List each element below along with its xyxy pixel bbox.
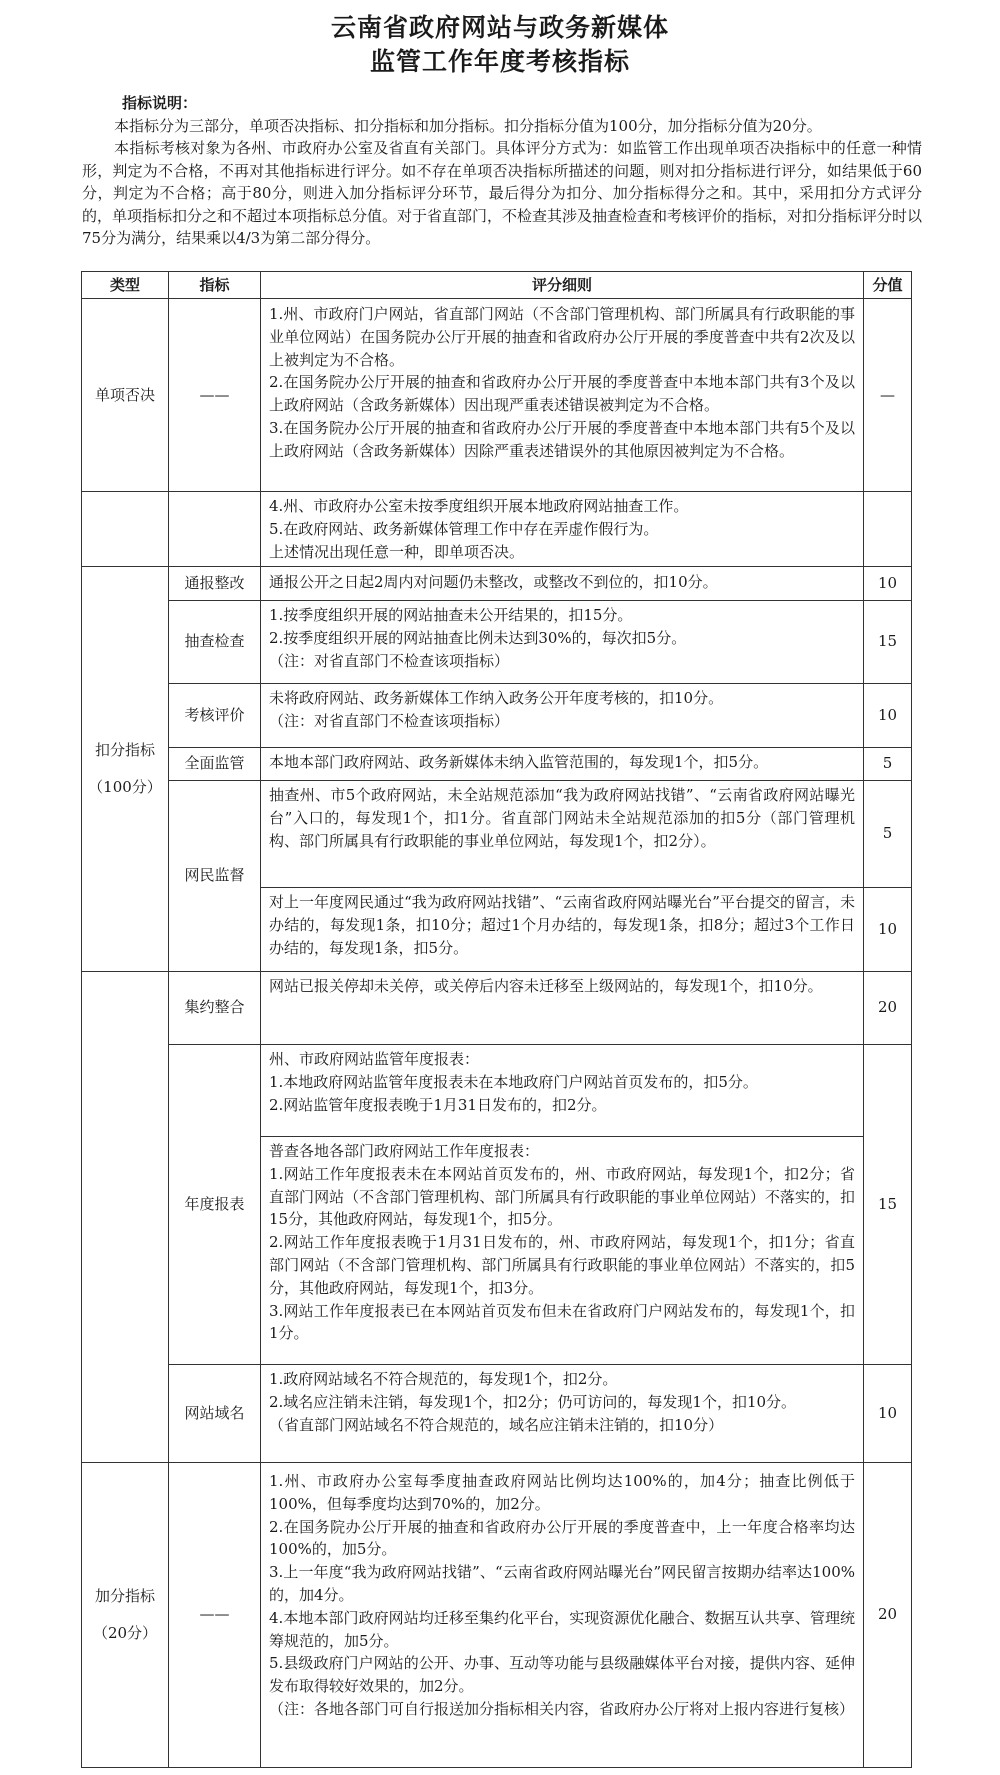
veto-detail-b [260, 491, 863, 567]
score-public-supervision-b: 10 [863, 887, 912, 972]
bonus-indicator: —— [168, 1462, 260, 1768]
detail-line: （注：对省直部门不检查该项指标） [269, 711, 510, 730]
detail-assessment [260, 683, 863, 748]
deduct-type-label: 扣分指标 [94, 741, 155, 760]
bonus-type-label: 加分指标 [94, 1586, 155, 1605]
score-consolidation: 20 [863, 971, 912, 1045]
bonus-type-points: （20分） [92, 1623, 158, 1642]
veto-score-cont [863, 491, 912, 567]
bonus-type [81, 1462, 168, 1768]
deduct-type-points: （100分） [88, 778, 162, 796]
detail-line: 1.政府网站域名不符合规范的，每发现1个，扣2分。 [269, 1370, 618, 1388]
detail-consolidation [260, 971, 863, 1045]
detail-line: 2.网站工作年度报表晚于1月31日发布的，州、市政府网站，每发现1个，扣1分；省直部门网站（不含部门管理机构、部门所属具有行政职能的事业单位网站）不落实的，扣5分，其他政府网站，每发现1个，扣3分。 [269, 1233, 855, 1297]
detail-public-supervision-a [260, 780, 863, 888]
veto-indicator-cont [168, 491, 260, 567]
detail-line: 普查各地各部门政府网站工作年度报表： [269, 1142, 540, 1160]
score-public-supervision-a: 5 [863, 780, 912, 888]
bonus-score: 20 [863, 1462, 912, 1768]
veto-line-4: 4.州、市政府办公室未按季度组织开展本地政府网站抽查工作。 [269, 497, 689, 515]
detail-line: 网站已报关停却未关停，或关停后内容未迁移至上级网站的，每发现1个，扣10分。 [269, 977, 823, 995]
score-spot-check: 15 [863, 600, 912, 684]
detail-line: 对上一年度网民通过“我为政府网站找错”、“云南省政府网站曝光台”平台提交的留言，未办结的，每发现1条，扣10分；超过1个月办结的，每发现1条，扣8分；超过3个工作日办结的，每发现1条，扣5分。 [269, 893, 855, 957]
notes-paragraph-2: 本指标考核对象为各州、市政府办公室及省直有关部门。具体评分方式为：如监管工作出现单项否决指标中的任意一种情形，判定为不合格，不再对其他指标进行评分。如不存在单项否决指标所描述的问题，则对扣分指标进行评分，如结果低于60分，判定为不合格；高于80分，则进入加分指标评分环节，最后得分为扣分、加分指标得分之和。其中，采用扣分方式评分的，单项指标扣分之和不超过本项指标总分值。对于省直部门，不检查其涉及抽查检查和考核评价的指标，对扣分指标评分时以75分为满分，结果乘以4/3为第二部分得分。 [82, 139, 923, 247]
veto-line-6: 上述情况出现任意一种，即单项否决。 [269, 542, 525, 561]
detail-annual-report-b [260, 1136, 863, 1365]
bonus-line-5: 5.县级政府门户网站的公开、办事、互动等功能与县级融媒体平台对接，提供内容、延伸发布取得较好效果的，加2分。 [269, 1654, 855, 1696]
score-full-supervision: 5 [863, 747, 912, 781]
detail-line: （省直部门网站域名不符合规范的，域名应注销未注销的，扣10分） [269, 1415, 724, 1434]
header-indicator: 指标 [168, 271, 260, 299]
detail-public-supervision-b [260, 887, 863, 972]
deduct-type-cont [81, 971, 168, 1463]
bonus-line-4: 4.本地本部门政府网站均迁移至集约化平台，实现资源优化融合、数据互认共享、管理统筹规范的，加5分。 [269, 1608, 855, 1650]
bonus-line-note: （注：各地各部门可自行报送加分指标相关内容，省政府办公厅将对上报内容进行复核） [269, 1699, 855, 1718]
detail-spot-check [260, 600, 863, 684]
indicator-public-supervision: 网民监督 [168, 780, 260, 972]
score-notice-rectify: 10 [863, 567, 912, 601]
indicator-annual-report: 年度报表 [168, 1044, 260, 1365]
indicator-consolidation: 集约整合 [168, 971, 260, 1045]
detail-line: 州、市政府网站监管年度报表： [269, 1050, 480, 1068]
score-assessment: 10 [863, 683, 912, 748]
indicator-assessment: 考核评价 [168, 683, 260, 748]
detail-line: 通报公开之日起2周内对问题仍未整改，或整改不到位的，扣10分。 [269, 573, 718, 591]
detail-notice-rectify [260, 567, 863, 601]
document-title-line1: 云南省政府网站与政务新媒体 [330, 13, 669, 42]
veto-indicator: —— [168, 299, 260, 492]
veto-line-3: 3.在国务院办公厅开展的抽查和省政府办公厅开展的季度普查中本地本部门共有5个及以上政府网站（含政务新媒体）因除严重表述错误外的其他原因被判定为不合格。 [269, 418, 855, 460]
notes-heading: 指标说明： [122, 94, 198, 112]
detail-domain [260, 1364, 863, 1463]
bonus-line-1: 1.州、市政府办公室每季度抽查政府网站比例均达100%的，加4分；抽查比例低于100%，但每季度均达到70%的，加2分。 [269, 1472, 855, 1513]
detail-line: 2.网站监管年度报表晚于1月31日发布的，扣2分。 [269, 1095, 607, 1114]
indicator-notice-rectify: 通报整改 [168, 567, 260, 601]
detail-line: 2.域名应注销未注销，每发现1个，扣2分；仍可访问的，每发现1个，扣10分。 [269, 1392, 797, 1411]
detail-line: 抽查州、市5个政府网站，未全站规范添加“我为政府网站找错”、“云南省政府网站曝光台”入口的，每发现1个，扣1分。省直部门网站未全站规范添加的扣5分（部门管理机构、部门所属具有行政职能的事业单位网站，每发现1个，扣2分）。 [269, 786, 855, 850]
detail-line: 1.本地政府网站监管年度报表未在本地政府门户网站首页发布的，扣5分。 [269, 1072, 758, 1091]
header-score: 分值 [863, 271, 912, 299]
notes-paragraph-1: 本指标分为三部分，单项否决指标、扣分指标和加分指标。扣分指标分值为100分，加分指标分值为20分。 [114, 116, 822, 135]
detail-line: 1.按季度组织开展的网站抽查未公开结果的，扣15分。 [269, 606, 633, 624]
deduct-type [81, 567, 168, 972]
detail-full-supervision [260, 747, 863, 781]
header-detail: 评分细则 [260, 271, 863, 299]
detail-annual-report-a [260, 1044, 863, 1137]
indicator-full-supervision: 全面监管 [168, 747, 260, 781]
notes-section [82, 92, 922, 250]
bonus-detail [260, 1462, 863, 1768]
veto-line-2: 2.在国务院办公厅开展的抽查和省政府办公厅开展的季度普查中本地本部门共有3个及以上政府网站（含政务新媒体）因出现严重表述错误被判定为不合格。 [269, 373, 855, 415]
detail-line: 未将政府网站、政务新媒体工作纳入政务公开年度考核的，扣10分。 [269, 689, 724, 707]
score-domain: 10 [863, 1364, 912, 1463]
detail-line: 2.按季度组织开展的网站抽查比例未达到30%的，每次扣5分。 [269, 628, 687, 647]
veto-line-5: 5.在政府网站、政务新媒体管理工作中存在弄虚作假行为。 [269, 519, 659, 538]
bonus-line-2: 2.在国务院办公厅开展的抽查和省政府办公厅开展的季度普查中，上一年度合格率均达100%的，加5分。 [269, 1517, 855, 1559]
score-annual-report: 15 [863, 1044, 912, 1365]
detail-line: 3.网站工作年度报表已在本网站首页发布但未在省政府门户网站发布的，每发现1个，扣1分。 [269, 1301, 855, 1343]
veto-type: 单项否决 [81, 299, 168, 492]
bonus-line-3: 3.上一年度“我为政府网站找错”、“云南省政府网站曝光台”网民留言按期办结率达100%的，加4分。 [269, 1563, 855, 1604]
document-title-line2: 监管工作年度考核指标 [369, 47, 630, 76]
veto-score: — [863, 299, 912, 492]
detail-line: 1.网站工作年度报表未在本网站首页发布的，州、市政府网站，每发现1个，扣2分；省直部门网站（不含部门管理机构、部门所属具有行政职能的事业单位网站）不落实的，扣15分，其他政府网站，每发现1个，扣5分。 [269, 1164, 855, 1229]
header-type: 类型 [81, 271, 168, 299]
detail-line: （注：对省直部门不检查该项指标） [269, 651, 510, 670]
veto-line-1: 1.州、市政府门户网站，省直部门网站（不含部门管理机构、部门所属具有行政职能的事业单位网站）在国务院办公厅开展的抽查和省政府办公厅开展的季度普查中共有2次及以上被判定为不合格。 [269, 305, 855, 369]
indicator-spot-check: 抽查检查 [168, 600, 260, 684]
indicator-domain: 网站域名 [168, 1364, 260, 1463]
veto-detail-a [260, 299, 863, 492]
veto-type-cont [81, 491, 168, 567]
detail-line: 本地本部门政府网站、政务新媒体未纳入监管范围的，每发现1个，扣5分。 [269, 753, 769, 771]
